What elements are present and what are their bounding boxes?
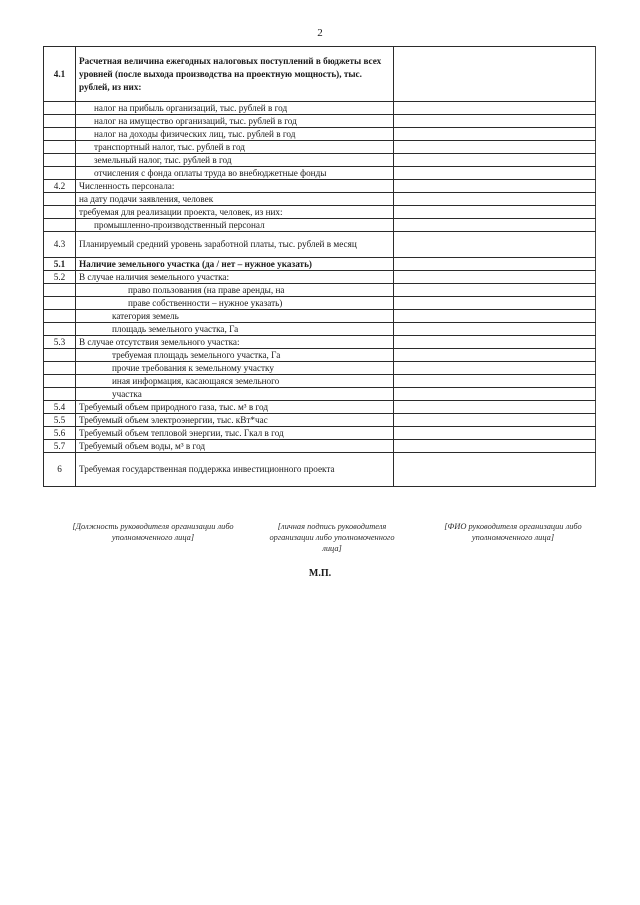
row-number: 5.7 [44, 440, 76, 453]
row-value[interactable] [394, 102, 596, 115]
row-number: 5.1 [44, 258, 76, 271]
row-number: 5.6 [44, 427, 76, 440]
table-row [44, 284, 596, 297]
signature-position-caption: [Должность руководителя организации либо уполномоченного лица] [72, 522, 234, 542]
row-number [44, 323, 76, 336]
row-value[interactable] [394, 232, 596, 258]
row-number [44, 206, 76, 219]
row-label: Планируемый средний уровень заработной платы, тыс. рублей в месяц [76, 232, 394, 258]
row-value[interactable] [394, 141, 596, 154]
table-row [44, 453, 596, 487]
row-label: Требуемый объем электроэнергии, тыс. кВт*час [76, 414, 394, 427]
row-value[interactable] [394, 297, 596, 310]
signature-personal-caption: [личная подпись руководителя организации либо уполномоченного лица] [269, 522, 395, 553]
table-row [44, 362, 596, 375]
row-label: иная информация, касающаяся земельного [76, 375, 394, 388]
row-value[interactable] [394, 206, 596, 219]
row-value[interactable] [394, 453, 596, 487]
table-row [44, 427, 596, 440]
row-value[interactable] [394, 258, 596, 271]
row-value[interactable] [394, 427, 596, 440]
table-row [44, 388, 596, 401]
row-number: 5.5 [44, 414, 76, 427]
row-number [44, 154, 76, 167]
table-row [44, 102, 596, 115]
row-number [44, 141, 76, 154]
row-label: Требуемый объем природного газа, тыс. м³ в год [76, 401, 394, 414]
stamp-placeholder: М.П. [308, 568, 332, 579]
table-row [44, 219, 596, 232]
row-value[interactable] [394, 47, 596, 102]
row-value[interactable] [394, 128, 596, 141]
row-label: налог на имущество организаций, тыс. рублей в год [76, 115, 394, 128]
row-value[interactable] [394, 323, 596, 336]
row-number: 4.2 [44, 180, 76, 193]
table-row [44, 401, 596, 414]
table-row [44, 440, 596, 453]
project-info-table [43, 46, 596, 487]
table-row [44, 310, 596, 323]
table-row [44, 206, 596, 219]
row-value[interactable] [394, 180, 596, 193]
row-number: 5.2 [44, 271, 76, 284]
table-row [44, 271, 596, 284]
row-number [44, 375, 76, 388]
table-row [44, 115, 596, 128]
table-row [44, 258, 596, 271]
row-label: право пользования (на праве аренды, на [76, 284, 394, 297]
row-number [44, 284, 76, 297]
row-number [44, 128, 76, 141]
row-label: Наличие земельного участка (да / нет – нужное указать) [76, 258, 394, 271]
row-number: 5.4 [44, 401, 76, 414]
row-label: В случае отсутствия земельного участка: [76, 336, 394, 349]
table-row [44, 297, 596, 310]
row-value[interactable] [394, 401, 596, 414]
row-value[interactable] [394, 336, 596, 349]
row-value[interactable] [394, 219, 596, 232]
row-label: праве собственности – нужное указать) [76, 297, 394, 310]
row-value[interactable] [394, 440, 596, 453]
row-label: требуемая площадь земельного участка, Га [76, 349, 394, 362]
row-number [44, 115, 76, 128]
row-value[interactable] [394, 349, 596, 362]
row-value[interactable] [394, 375, 596, 388]
table-row [44, 128, 596, 141]
row-label: промышленно-производственный персонал [76, 219, 394, 232]
row-number [44, 362, 76, 375]
row-number: 6 [44, 453, 76, 487]
row-value[interactable] [394, 362, 596, 375]
row-number [44, 193, 76, 206]
row-number [44, 297, 76, 310]
row-number: 4.1 [44, 47, 76, 102]
table-row [44, 193, 596, 206]
row-value[interactable] [394, 154, 596, 167]
signature-name-caption: [ФИО руководителя организации либо уполномоченного лица] [444, 522, 582, 542]
table-row [44, 154, 596, 167]
row-label: транспортный налог, тыс. рублей в год [76, 141, 394, 154]
table-row [44, 141, 596, 154]
page-number: 2 [317, 27, 323, 39]
row-label: налог на прибыль организаций, тыс. рублей в год [76, 102, 394, 115]
row-value[interactable] [394, 310, 596, 323]
row-label: на дату подачи заявления, человек [76, 193, 394, 206]
row-value[interactable] [394, 414, 596, 427]
row-label: прочие требования к земельному участку [76, 362, 394, 375]
row-number [44, 219, 76, 232]
table-row [44, 349, 596, 362]
row-label: отчисления с фонда оплаты труда во внебюджетные фонды [76, 167, 394, 180]
row-value[interactable] [394, 193, 596, 206]
table-row [44, 167, 596, 180]
row-number [44, 388, 76, 401]
row-number [44, 349, 76, 362]
row-value[interactable] [394, 271, 596, 284]
table-row [44, 180, 596, 193]
row-label: Требуемый объем тепловой энергии, тыс. Гкал в год [76, 427, 394, 440]
row-value[interactable] [394, 388, 596, 401]
row-label: Расчетная величина ежегодных налоговых поступлений в бюджеты всех уровней (после выхода производства на проектную мощность), тыс. рублей, из них: [76, 47, 394, 102]
table-row [44, 47, 596, 102]
row-label: Требуемый объем воды, м³ в год [76, 440, 394, 453]
row-label: категория земель [76, 310, 394, 323]
row-number [44, 167, 76, 180]
row-label: площадь земельного участка, Га [76, 323, 394, 336]
row-label: участка [76, 388, 394, 401]
row-label: Требуемая государственная поддержка инвестиционного проекта [76, 453, 394, 487]
table-row [44, 375, 596, 388]
row-number [44, 310, 76, 323]
table-row [44, 336, 596, 349]
row-label: В случае наличия земельного участка: [76, 271, 394, 284]
table-row [44, 414, 596, 427]
table-row [44, 323, 596, 336]
row-number: 4.3 [44, 232, 76, 258]
row-value[interactable] [394, 284, 596, 297]
row-value[interactable] [394, 115, 596, 128]
row-label: Численность персонала: [76, 180, 394, 193]
row-label: налог на доходы физических лиц, тыс. рублей в год [76, 128, 394, 141]
row-number: 5.3 [44, 336, 76, 349]
row-number [44, 102, 76, 115]
row-value[interactable] [394, 167, 596, 180]
table-row [44, 232, 596, 258]
row-label: земельный налог, тыс. рублей в год [76, 154, 394, 167]
row-label: требуемая для реализации проекта, человек, из них: [76, 206, 394, 219]
